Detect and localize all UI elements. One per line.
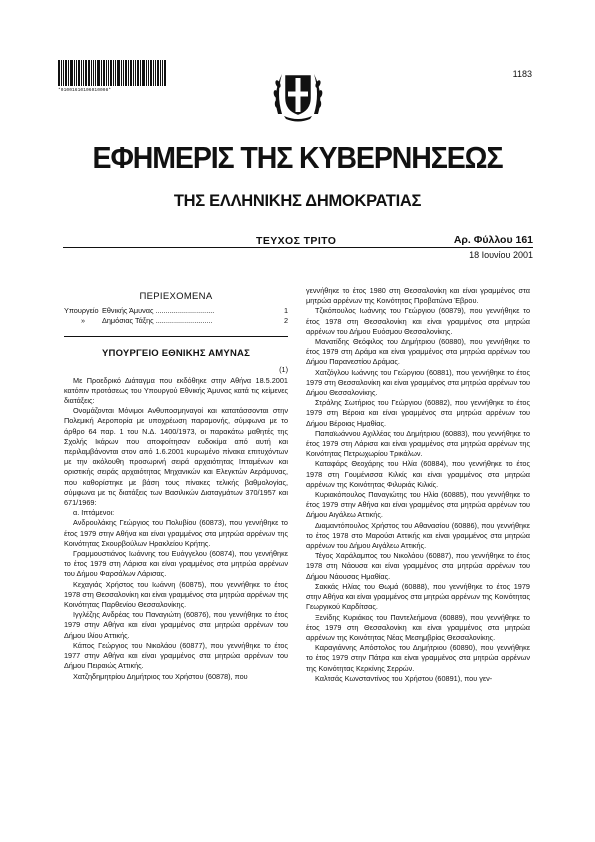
toc-entry[interactable] bbox=[64, 306, 288, 316]
body-paragraph: Χατζηδημητρίου Δημήτριος του Χρήστου (60878), που bbox=[73, 671, 248, 681]
contents-divider bbox=[64, 336, 288, 337]
toc-page: 1 bbox=[283, 306, 288, 316]
body-paragraph: Τέγος Χαράλαμπος του Νικολάου (60887), που γεννήθηκε το έτος 1978 στη Νάουσα και είναι γραμμένος στα μητρώα αρρένων του Δήμου Νάουσας Ημαθίας. bbox=[306, 551, 530, 581]
body-paragraph: Γραμμουστιάνος Ιωάννης του Ευάγγελου (60874), που γεννήθηκε το έτος 1979 στη Λάρισα και είναι γραμμένος στα μητρώα αρρένων του Δήμου Φαρσάλων Λάρισας. bbox=[64, 549, 288, 579]
body-paragraph: Στράλης Σωτήριος του Γεώργιου (60882), που γεννήθηκε το έτος 1979 στη Βέροια και είναι γραμμένος στα μητρώα αρρένων του Δήμου Βέροιας Ημαθίας. bbox=[306, 398, 530, 428]
body-paragraph: Μανατίδης Θεόφιλος του Δημήτριου (60880), που γεννήθηκε το έτος 1979 στη Δράμα και είναι γραμμένος στα μητρώα αρρένων του Δήμου Παρανεστίου Δράμας. bbox=[306, 337, 530, 367]
body-paragraph: Ξενίδης Κυριάκος του Παντελεήμονα (60889), που γεννήθηκε το έτος 1979 στη Θεσσαλονίκη και είναι γραμμένος στα μητρώα αρρένων της Κοινότητας Νέας Μεσημβρίας Θεσσαλονίκης. bbox=[306, 612, 530, 642]
right-column bbox=[306, 286, 530, 684]
left-column bbox=[64, 288, 288, 682]
body-paragraph: Καραγιάννης Απόστολος του Δημήτριου (60890), που γεννήθηκε το έτος 1979 στην Πάτρα και είναι γραμμένος στα μητρώα αρρένων της Κοινότητας Κερκίνης Σερρών. bbox=[306, 643, 530, 673]
contents-heading: ΠΕΡΙΕΧΟΜΕΝΑ bbox=[139, 291, 213, 302]
barcode-number: *01001610106010008* bbox=[58, 88, 112, 93]
body-paragraph: Ιγγλέζης Ανδρέας του Παναγιώτη (60876), που γεννήθηκε το έτος 1979 στην Αθήνα και είναι γραμμένος στα μητρώα αρρένων του Δήμου Ιλίου Αττικής. bbox=[64, 610, 288, 640]
body-paragraph: Καλτσάς Κωνσταντίνος του Χρήστου (60891), που γεν- bbox=[315, 673, 493, 683]
body-paragraph: Σακκάς Ηλίας του Θωμά (60888), που γεννήθηκε το έτος 1979 στην Αθήνα και είναι γραμμένος στα μητρώα αρρένων της Κοινότητας Γεωργικού Καρδίτσας. bbox=[306, 581, 530, 612]
toc-page: 2 bbox=[283, 316, 288, 326]
issue-date: 18 Ιουνίου 2001 bbox=[469, 250, 533, 260]
page-number: 1183 bbox=[512, 69, 532, 79]
body-paragraph: Παπαϊωάννου Αχιλλέας του Δημήτριου (60883), που γεννήθηκε το έτος 1979 στη Λάρισα και είναι γραμμένος στα μητρώα αρρένων της Κοινότητας Πετρωχωρίου Τρικάλων. bbox=[306, 428, 530, 459]
body-paragraph: Καταφάρς Θεοχάρης του Ηλία (60884), που γεννήθηκε το έτος 1978 στη Γουμένισσα Κιλκίς και είναι γραμμένος στα μητρώα αρρένων της Κοινότητας Φιλυριάς Κιλκίς. bbox=[306, 459, 530, 489]
barcode bbox=[58, 60, 184, 86]
body-paragraph: Με Προεδρικό Διάταγμα που εκδόθηκε στην Αθήνα 18.5.2001 κατόπιν προτάσεως του Υπουργού Εθνικής Άμυνας κατά τις κείμενες διατάξεις: bbox=[64, 375, 288, 406]
toc-prefix: Υπουργείο bbox=[64, 306, 99, 316]
body-paragraph: Χατζόγλου Ιωάννης του Γεώργιου (60881), που γεννήθηκε το έτος 1979 στη Θεσσαλονίκη και είναι γραμμένος στα μητρώα αρρένων του Δήμου Θεσσαλονίκης. bbox=[306, 367, 530, 398]
body-paragraph: Διαμαντόπουλος Χρήστος του Αθανασίου (60886), που γεννήθηκε το έτος 1978 στο Μαρούσι Αττικής και είναι γραμμένος στα μητρώα αρρένων του Δήμου Αιγάλεω Αττικής. bbox=[306, 520, 530, 551]
toc-text: Εθνικής Άμυνας ............................. bbox=[102, 306, 215, 316]
body-paragraph: Κυριακόπουλος Παναγιώτης του Ηλία (60885), που γεννήθηκε το έτος 1979 στην Αθήνα και είναι γραμμένος στα μητρώα αρρένων του Δήμου Αιγάλεω Αττικής. bbox=[306, 490, 530, 520]
issue-type: ΤΕΥΧΟΣ ΤΡΙΤΟ bbox=[256, 235, 337, 247]
header-rule bbox=[63, 247, 533, 248]
body-paragraph: α. Ιπτάμενοι: bbox=[73, 508, 115, 518]
gazette-subtitle: ΤΗΣ ΕΛΛΗΝΙΚΗΣ ΔΗΜΟΚΡΑΤΙΑΣ bbox=[173, 192, 422, 210]
toc-text: Δημόσιας Τάξης ............................ bbox=[102, 316, 213, 326]
body-paragraph: Κάπος Γεώργιος του Νικολάου (60877), που γεννήθηκε το έτος 1977 στην Αθήνα και είναι γραμμένος στα μητρώα αρρένων του Δήμου Πειραιώς Αττικής. bbox=[64, 640, 288, 671]
coat-of-arms-icon bbox=[270, 64, 326, 124]
gazette-title: ΕΦΗΜΕΡΙΣ ΤΗΣ ΚΥΒΕΡΝΗΣΕΩΣ bbox=[92, 140, 503, 175]
toc-entry[interactable] bbox=[64, 316, 288, 326]
body-paragraph: Ανδρουλάκης Γεώργιος του Πολυβίου (60873), που γεννήθηκε το έτος 1979 στην Αθήνα και είναι γραμμένος στα μητρώα αρρένων της Κοινότητας Σκουρβούλων Ηρακλείου Κρήτης. bbox=[64, 518, 288, 548]
decision-number: (1) bbox=[279, 365, 288, 375]
body-paragraph: γεννήθηκε το έτος 1980 στη Θεσσαλονίκη και είναι γραμμένος στα μητρώα αρρένων της Κοινότητας Προβατώνα Έβρου. bbox=[306, 286, 530, 306]
body-paragraph: Τζικόπουλος Ιωάννης του Γεώργιου (60879), που γεννήθηκε το έτος 1978 στη Θεσσαλονίκη και είναι γραμμένος στα μητρώα αρρένων του Δήμου Ευόσμου Θεσσαλονίκης. bbox=[306, 306, 530, 336]
toc-prefix: » bbox=[80, 316, 86, 326]
body-paragraph: Κεχαγιάς Χρήστος του Ιωάννη (60875), που γεννήθηκε το έτος 1978 στη Θεσσαλονίκη και είναι γραμμένος στα μητρώα αρρένων της Κοινότητας Παρθενίου Θεσσαλονίκης. bbox=[64, 579, 288, 610]
ministry-heading: ΥΠΟΥΡΓΕΙΟ ΕΘΝΙΚΗΣ ΑΜΥΝΑΣ bbox=[102, 348, 250, 360]
body-paragraph: Ονομάζονται Μόνιμοι Ανθυποσμηναγοί και κατατάσσονται στην Πολεμική Αεροπορία με υποχρέωση παραμονής, σύμφωνα με το άρθρο 64 παρ. 1 του Ν.Δ. 1400/1973, οι παρακάτω μαθητές της Σχολής Ικάρων που αποφοίτησαν ευδοκίμα από αυτή και περιλαμβάνονται στον από 1.6.2001 κυρωμένο πίνακα επιτυχόντων με την ακόλουθη προσωρινή σειρά αρχαιότητας Ιπταμένων και οριστικής σειράς αρχαιότητας Μηχανικών και Ελεγκτών Αεράμυνας, που καθορίστηκε με βάση τους πίνακες τελικής βαθμολογίας, σύμφωνα με τις διατάξεις των Βασιλικών Διαταγμάτων 370/1957 και 671/1969: bbox=[64, 406, 288, 508]
sheet-number: Αρ. Φύλλου 161 bbox=[453, 234, 533, 246]
